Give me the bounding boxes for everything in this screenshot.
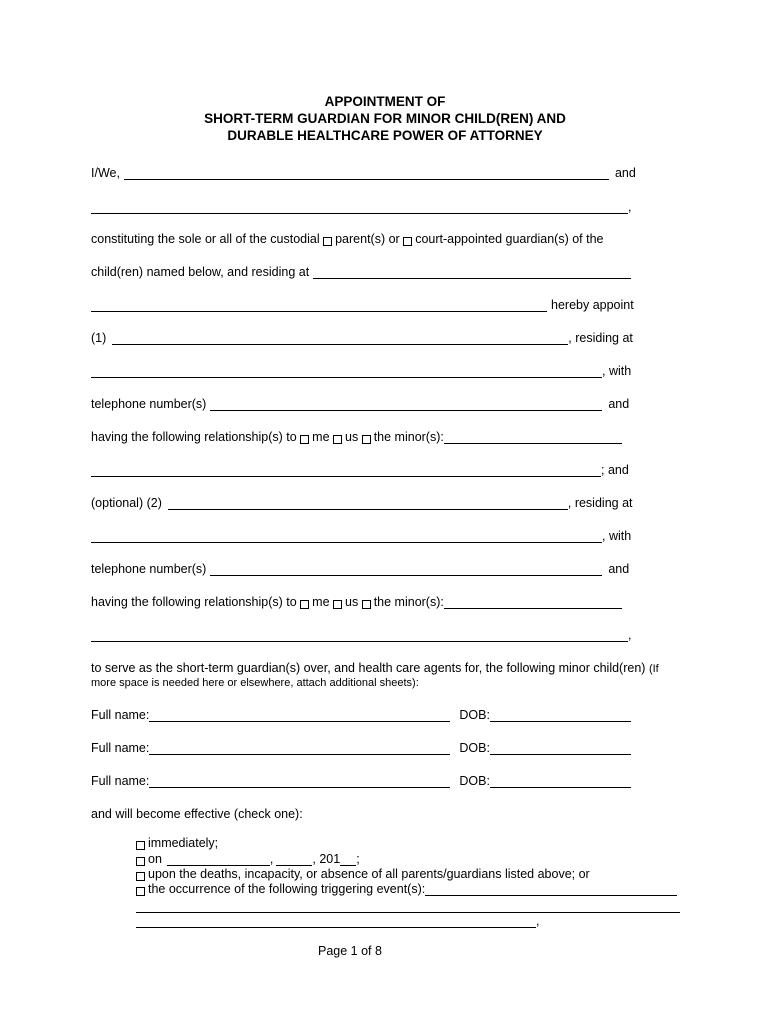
serve-note-2: more space is needed here or elsewhere, attach additional sheets): [91,677,419,689]
child-dob-field[interactable] [490,741,631,755]
guardian2-rel-line [91,593,622,609]
parents-label: I/We, [91,166,120,180]
immediately-checkbox[interactable] [136,841,145,850]
guardian2-address-field[interactable] [91,529,602,543]
guardian2-with: , with [602,529,632,543]
effective-immediately: immediately; [148,836,219,850]
event-line-2 [136,897,680,913]
effective-on-end: ; [356,852,360,866]
guardian1-minor: the minor(s): [373,430,444,444]
child-dob-label: DOB: [459,774,490,788]
title-line-3: DURABLE HEALTHCARE POWER OF ATTORNEY [227,128,543,143]
effective-on: on [148,852,162,866]
parents-line-1 [91,164,636,180]
guardian1-name-field[interactable] [112,331,568,345]
hereby-appoint: hereby appoint [551,298,634,312]
guardian2-address-line [91,527,631,543]
guardian2-rel-field[interactable] [444,595,622,609]
page-number: Page 1 of 8 [318,944,382,958]
event-field-1[interactable] [425,882,677,896]
child-name-label: Full name: [91,741,150,755]
effective-event-end: , [536,914,540,928]
guardian1-phone-line [91,395,629,411]
child-row [91,706,631,722]
on-month-field[interactable] [167,852,270,866]
guardian1-rel-line [91,428,622,444]
child-name-field[interactable] [149,741,450,755]
guardian2-us: us [345,595,359,609]
effective-label-line [91,805,303,821]
parents-line-2 [91,198,631,214]
title-line-2: SHORT-TERM GUARDIAN FOR MINOR CHILD(REN) AND [204,111,566,126]
guardian1-and: and [608,397,630,411]
parent-name-field-2[interactable] [91,200,628,214]
effective-event: the occurrence of the following triggering event(s): [148,882,426,896]
residing-line-1 [91,263,631,279]
guardian1-us-checkbox[interactable] [333,435,342,444]
child-name-field[interactable] [149,774,450,788]
guardian2-name-line [91,494,633,510]
guardian2-and: and [608,562,630,576]
parents-and: and [614,166,636,180]
effective-label: and will become effective (check one): [91,807,303,821]
guardian2-phone-label: telephone number(s) [91,562,207,576]
residing-line-2 [91,296,634,312]
guardian2-me: me [312,595,330,609]
guardian1-me-checkbox[interactable] [300,435,309,444]
event-field-2[interactable] [136,899,680,913]
guardian2-phone-field[interactable] [210,562,602,576]
child-dob-label: DOB: [459,741,490,755]
child-dob-field[interactable] [490,774,631,788]
guardian1-rel-field-2[interactable] [91,463,601,477]
event-line-3 [136,912,539,928]
custody-line [91,230,604,246]
child-row [91,772,631,788]
guardian1-with: , with [602,364,632,378]
guardian2-minor-checkbox[interactable] [362,600,371,609]
effective-event-line [136,880,677,896]
court-guardian-checkbox[interactable] [403,237,412,246]
event-field-3[interactable] [136,914,536,928]
effective-on-mid: , [269,852,274,866]
serve-note-line [91,673,419,689]
child-name-label: Full name: [91,708,150,722]
guardian1-rel-line-2 [91,461,629,477]
effective-death-line [136,865,590,881]
child-name-field[interactable] [149,708,450,722]
guardian2-us-checkbox[interactable] [333,600,342,609]
guardian1-end: ; and [601,463,629,477]
child-dob-label: DOB: [459,708,490,722]
effective-on-year: , 201 [312,852,341,866]
guardian1-address-field[interactable] [91,364,602,378]
guardian2-me-checkbox[interactable] [300,600,309,609]
guardian2-name-field[interactable] [168,496,568,510]
guardian2-end: , [628,628,632,642]
guardian1-name-line [91,329,633,345]
guardian2-residing: , residing at [567,496,633,510]
event-checkbox[interactable] [136,887,145,896]
title-line-1: APPOINTMENT OF [324,94,446,109]
guardian1-minor-checkbox[interactable] [362,435,371,444]
guardian1-rel-label: having the following relationship(s) to [91,430,297,444]
effective-on-line [136,850,360,866]
serve-note-1: (If [648,663,659,675]
custody-opt2: court-appointed guardian(s) of the [415,232,604,246]
on-year-field[interactable] [340,852,356,866]
guardian1-rel-field[interactable] [444,430,622,444]
guardian1-label: (1) [91,331,107,345]
guardian2-minor: the minor(s): [373,595,444,609]
residence-field-1[interactable] [313,265,631,279]
residence-field-2[interactable] [91,298,547,312]
child-row [91,739,631,755]
child-dob-field[interactable] [490,708,631,722]
guardian1-phone-label: telephone number(s) [91,397,207,411]
parents-comma: , [628,200,632,214]
on-day-field[interactable] [276,852,312,866]
custody-prefix: constituting the sole or all of the custodial [91,232,320,246]
guardian2-phone-line [91,560,629,576]
effective-death: upon the deaths, incapacity, or absence of all parents/guardians listed above; or [148,867,590,881]
effective-immediately-line [136,834,218,850]
guardian2-label: (optional) (2) [91,496,162,510]
guardian1-address-line [91,362,631,378]
child-name-label: Full name: [91,774,150,788]
guardian2-rel-line-2 [91,626,631,642]
guardian1-me: me [312,430,330,444]
guardian1-us: us [345,430,359,444]
guardian2-rel-label: having the following relationship(s) to [91,595,297,609]
guardian1-residing: , residing at [568,331,633,345]
custody-opt1: parent(s) or [335,232,400,246]
guardian2-rel-field-2[interactable] [91,628,628,642]
parent-name-field-1[interactable] [124,166,609,180]
guardian1-phone-field[interactable] [210,397,602,411]
serve-text: to serve as the short-term guardian(s) over, and health care agents for, the following minor child(ren) [91,661,646,675]
residing-label: child(ren) named below, and residing at [91,265,310,279]
parents-checkbox[interactable] [323,237,332,246]
